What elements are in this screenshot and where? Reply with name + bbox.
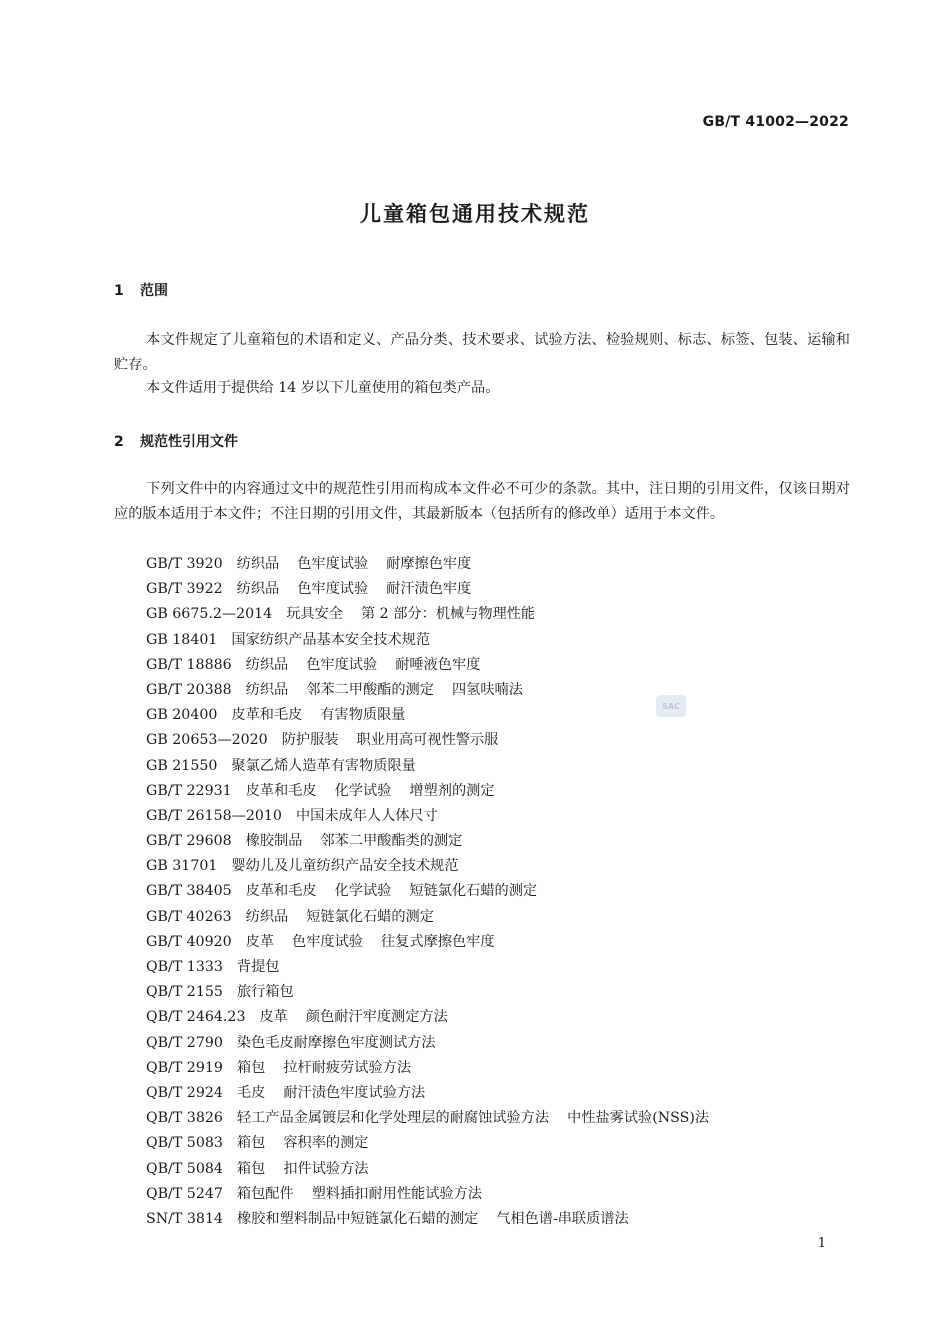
reference-title-part: 橡胶制品 bbox=[245, 833, 303, 850]
reference-code: QB/T 5083 bbox=[146, 1135, 223, 1152]
reference-title-part: 容积率的测定 bbox=[283, 1135, 369, 1152]
reference-item bbox=[146, 628, 727, 653]
reference-item bbox=[146, 703, 727, 728]
document-title: 儿童箱包通用技术规范 bbox=[360, 202, 590, 226]
reference-code: QB/T 1333 bbox=[146, 959, 223, 975]
reference-item bbox=[146, 678, 727, 703]
reference-item bbox=[146, 804, 727, 829]
reference-item bbox=[146, 577, 727, 602]
reference-item bbox=[146, 1157, 727, 1182]
reference-code: GB/T 20388 bbox=[146, 681, 232, 698]
reference-title-part: 第 2 部分：机械与物理性能 bbox=[360, 606, 536, 623]
reference-title-part: 有害物质限量 bbox=[320, 707, 406, 724]
reference-title-part: 染色毛皮耐摩擦色牢度测试方法 bbox=[236, 1034, 436, 1051]
reference-title-part: 纺织品 bbox=[245, 681, 289, 698]
reference-title-part: 箱包 bbox=[236, 1160, 266, 1177]
reference-title-part: 毛皮 bbox=[236, 1084, 266, 1101]
reference-code: GB/T 40920 bbox=[146, 933, 232, 950]
reference-title-part: 聚氯乙烯人造革有害物质限量 bbox=[231, 757, 416, 774]
reference-code: GB 31701 bbox=[146, 858, 218, 875]
reference-title-part: 塑料插扣耐用性能试验方法 bbox=[311, 1185, 482, 1202]
page-number: 1 bbox=[817, 1236, 826, 1251]
reference-item bbox=[146, 552, 727, 577]
reference-title-part: 拉杆耐疲劳试验方法 bbox=[283, 1059, 412, 1076]
reference-title-part: 纺织品 bbox=[245, 908, 289, 925]
reference-title-part: 箱包配件 bbox=[236, 1185, 294, 1202]
reference-title-part: 邻苯二甲酸酯类的测定 bbox=[320, 833, 463, 850]
reference-item bbox=[146, 879, 727, 904]
section-title: 范围 bbox=[140, 283, 168, 299]
reference-code: GB/T 29608 bbox=[146, 833, 232, 850]
reference-title-part: 玩具安全 bbox=[286, 606, 343, 623]
paragraph-text: 本文件规定了儿童箱包的术语和定义、产品分类、技术要求、试验方法、检验规则、标志、标签、包装、运输和贮存。 bbox=[114, 332, 850, 374]
reference-code: GB/T 22931 bbox=[146, 782, 232, 799]
reference-title-part: 国家纺织产品基本安全技术规范 bbox=[231, 631, 431, 648]
reference-item bbox=[146, 854, 727, 879]
reference-item bbox=[146, 602, 727, 627]
reference-title-part: 纺织品 bbox=[236, 581, 280, 598]
reference-code: QB/T 5084 bbox=[146, 1160, 223, 1177]
reference-item bbox=[146, 1207, 727, 1232]
standard-code: GB/T 41002—2022 bbox=[702, 114, 849, 130]
reference-code: QB/T 2919 bbox=[146, 1059, 223, 1076]
section-number: 1 bbox=[114, 283, 124, 299]
reference-code: QB/T 2155 bbox=[146, 984, 223, 1001]
reference-title-part: 箱包 bbox=[236, 1059, 266, 1076]
reference-title-part: 色牢度试验 bbox=[297, 556, 369, 572]
reference-code: QB/T 2924 bbox=[146, 1084, 223, 1101]
reference-title-part: 耐汗渍色牢度试验方法 bbox=[283, 1084, 426, 1101]
section-heading-scope bbox=[114, 280, 168, 300]
reference-title-part: 颜色耐汗牢度测定方法 bbox=[305, 1009, 448, 1026]
reference-title-part: 耐汗渍色牢度 bbox=[386, 581, 472, 598]
reference-item bbox=[146, 754, 727, 779]
reference-title-part: 短链氯化石蜡的测定 bbox=[306, 908, 434, 925]
reference-title-part: 轻工产品金属镀层和化学处理层的耐腐蚀试验方法 bbox=[236, 1110, 550, 1127]
reference-code: GB/T 3920 bbox=[146, 556, 223, 572]
reference-title-part: 背提包 bbox=[236, 959, 280, 975]
reference-title-part: 皮革和毛皮 bbox=[245, 782, 317, 799]
reference-item bbox=[146, 1005, 727, 1030]
reference-title-part: 短链氯化石蜡的测定 bbox=[409, 883, 538, 900]
reference-title-part: 皮革 bbox=[245, 933, 275, 950]
reference-code: GB/T 3922 bbox=[146, 581, 223, 598]
reference-title-part: 橡胶和塑料制品中短链氯化石蜡的测定 bbox=[237, 1210, 479, 1227]
reference-item bbox=[146, 980, 727, 1005]
reference-code: GB/T 26158—2010 bbox=[146, 807, 282, 824]
reference-title-part: 纺织品 bbox=[245, 656, 289, 673]
reference-title-part: 扣件试验方法 bbox=[283, 1160, 369, 1177]
scope-paragraph-2 bbox=[114, 376, 850, 401]
reference-code: GB/T 40263 bbox=[146, 908, 232, 925]
reference-code: GB 21550 bbox=[146, 757, 218, 774]
reference-code: GB/T 18886 bbox=[146, 656, 232, 673]
reference-title-part: 纺织品 bbox=[236, 556, 280, 572]
reference-title-part: 皮革 bbox=[259, 1009, 288, 1026]
reference-title-part: 中性盐雾试验(NSS)法 bbox=[567, 1110, 710, 1127]
reference-title-part: 色牢度试验 bbox=[306, 656, 378, 673]
reference-item bbox=[146, 653, 727, 678]
reference-code: GB 18401 bbox=[146, 631, 218, 648]
reference-code: QB/T 2464.23 bbox=[146, 1009, 246, 1026]
reference-title-part: 婴幼儿及儿童纺织产品安全技术规范 bbox=[231, 858, 459, 875]
scope-paragraph-1 bbox=[114, 328, 850, 378]
reference-title-part: 旅行箱包 bbox=[236, 984, 294, 1001]
reference-item bbox=[146, 955, 727, 980]
paragraph-text: 本文件适用于提供给 14 岁以下儿童使用的箱包类产品。 bbox=[146, 380, 500, 396]
reference-code: GB 20400 bbox=[146, 707, 218, 724]
reference-title-part: 气相色谱-串联质谱法 bbox=[496, 1210, 629, 1227]
reference-item bbox=[146, 1056, 727, 1081]
reference-title-part: 耐摩擦色牢度 bbox=[386, 556, 472, 572]
reference-code: QB/T 3826 bbox=[146, 1110, 223, 1127]
reference-item bbox=[146, 930, 727, 955]
reference-item bbox=[146, 1182, 727, 1207]
reference-list bbox=[146, 552, 727, 1232]
section-heading-normative-references bbox=[114, 431, 238, 451]
reference-title-part: 四氢呋喃法 bbox=[451, 681, 523, 698]
reference-title-part: 职业用高可视性警示服 bbox=[356, 732, 499, 749]
reference-item bbox=[146, 779, 727, 804]
reference-title-part: 化学试验 bbox=[334, 883, 392, 900]
reference-title-part: 往复式摩擦色牢度 bbox=[381, 933, 495, 950]
reference-title-part: 增塑剂的测定 bbox=[409, 782, 495, 799]
reference-title-part: 皮革和毛皮 bbox=[231, 707, 303, 724]
reference-item bbox=[146, 728, 727, 753]
reference-item bbox=[146, 905, 727, 930]
reference-title-part: 耐唾液色牢度 bbox=[395, 656, 481, 673]
reference-code: QB/T 5247 bbox=[146, 1185, 223, 1202]
reference-code: GB 6675.2—2014 bbox=[146, 606, 273, 623]
reference-title-part: 色牢度试验 bbox=[292, 933, 363, 950]
section-title: 规范性引用文件 bbox=[140, 434, 238, 450]
sac-watermark: SAC bbox=[656, 695, 686, 717]
reference-item bbox=[146, 1131, 727, 1156]
reference-code: GB 20653—2020 bbox=[146, 732, 268, 749]
reference-item bbox=[146, 829, 727, 854]
reference-item bbox=[146, 1081, 727, 1106]
reference-code: QB/T 2790 bbox=[146, 1034, 223, 1051]
reference-title-part: 色牢度试验 bbox=[297, 581, 369, 598]
references-intro-paragraph bbox=[114, 477, 850, 527]
reference-code: GB/T 38405 bbox=[146, 883, 232, 900]
paragraph-text: 下列文件中的内容通过文中的规范性引用而构成本文件必不可少的条款。其中，注日期的引用文件，仅该日期对应的版本适用于本文件；不注日期的引用文件，其最新版本（包括所有的修改单）适用于本文件。 bbox=[114, 481, 850, 523]
reference-title-part: 皮革和毛皮 bbox=[245, 883, 317, 900]
section-number: 2 bbox=[114, 434, 124, 450]
reference-title-part: 邻苯二甲酸酯的测定 bbox=[306, 681, 434, 698]
reference-title-part: 化学试验 bbox=[334, 782, 392, 799]
reference-item bbox=[146, 1031, 727, 1056]
reference-title-part: 防护服装 bbox=[281, 732, 339, 749]
reference-title-part: 箱包 bbox=[236, 1135, 266, 1152]
reference-item bbox=[146, 1106, 727, 1131]
reference-code: SN/T 3814 bbox=[146, 1210, 223, 1227]
reference-title-part: 中国未成年人人体尺寸 bbox=[295, 807, 438, 824]
